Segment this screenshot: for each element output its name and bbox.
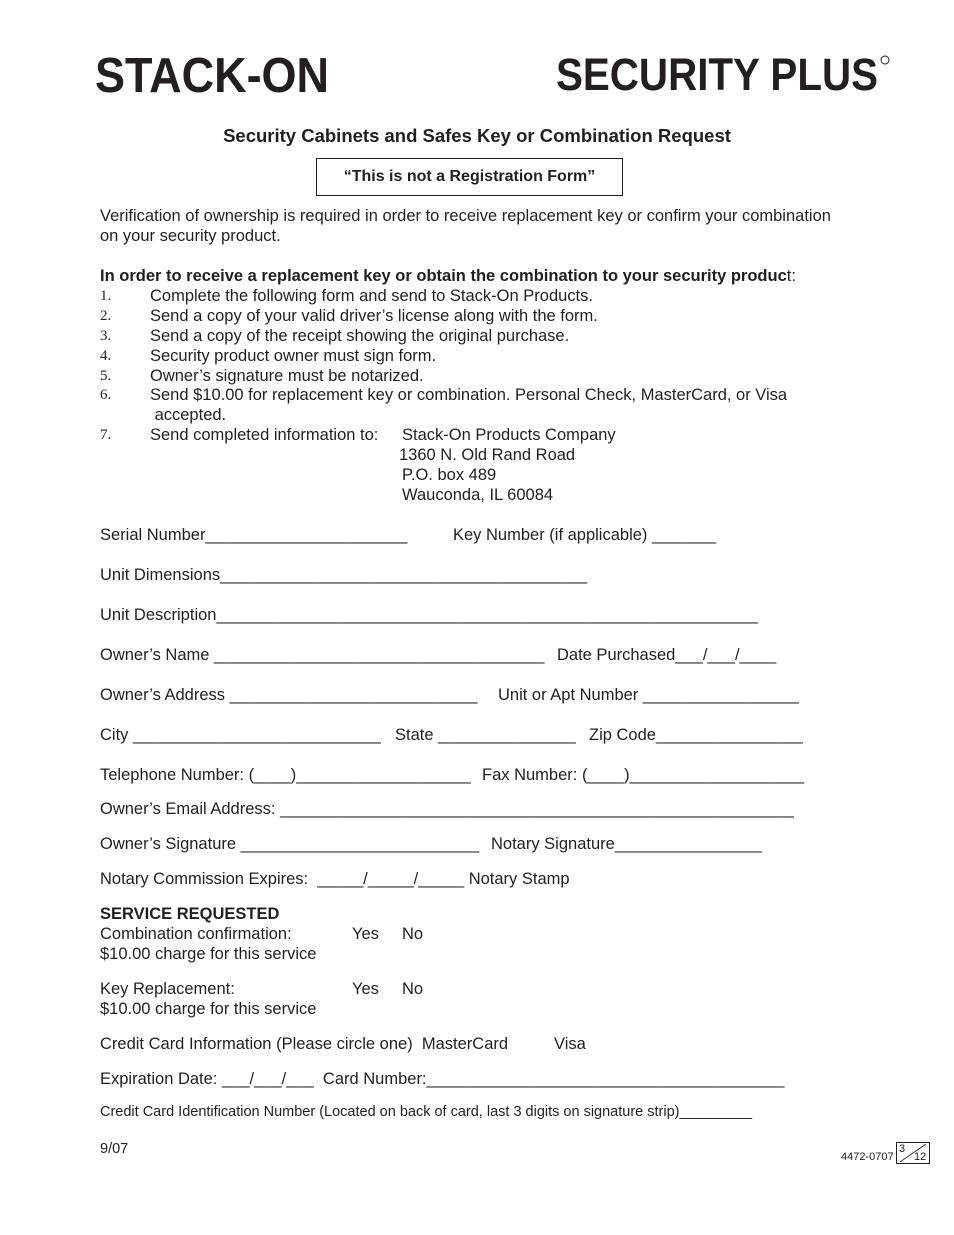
- step-text: Security product owner must sign form.: [150, 347, 437, 365]
- email-field[interactable]: Owner’s Email Address: ________________________________________________________: [100, 800, 794, 818]
- form-title: Security Cabinets and Safes Key or Combination Request: [223, 125, 731, 146]
- step-number: 2.: [100, 308, 112, 324]
- not-registration-notice: [316, 158, 623, 196]
- credit-card-info[interactable]: Credit Card Information (Please circle one) MasterCard: [100, 1035, 509, 1053]
- security-plus-logo: [547, 30, 892, 99]
- owner-address-field[interactable]: Owner’s Address ___________________________: [100, 686, 478, 704]
- address-line: P.O. box 489: [402, 466, 497, 484]
- owner-name-field[interactable]: Owner’s Name ____________________________________: [100, 646, 545, 664]
- step-text: Complete the following form and send to Stack-On Products.: [150, 287, 593, 305]
- step-number: 1.: [100, 288, 112, 304]
- apt-number-field[interactable]: Unit or Apt Number _________________: [498, 686, 799, 704]
- notary-commission-field[interactable]: Notary Commission Expires: _____/_____/_____ Notary Stamp: [100, 870, 570, 888]
- key-charge: $10.00 charge for this service: [100, 1000, 317, 1018]
- notary-signature-field[interactable]: Notary Signature________________: [491, 835, 762, 853]
- step-text: Send a copy of the receipt showing the original purchase.: [150, 327, 570, 345]
- address-line: Stack-On Products Company: [402, 426, 616, 444]
- key-replacement-label: Key Replacement:: [100, 980, 235, 998]
- step-text: Send completed information to:: [150, 426, 379, 444]
- stack-on-logo: [86, 30, 331, 101]
- instructions-heading: [100, 267, 796, 286]
- step-number: 6.: [100, 387, 112, 403]
- step-text: Send $10.00 for replacement key or combination. Personal Check, MasterCard, or Visa: [150, 386, 788, 404]
- unit-dimensions-field[interactable]: Unit Dimensions________________________________________: [100, 566, 588, 584]
- city-field[interactable]: City ___________________________: [100, 726, 381, 744]
- fraction-numerator: 3: [899, 1143, 906, 1155]
- notice-text: “This is not a Registration Form”: [343, 168, 596, 185]
- owner-signature-field[interactable]: Owner’s Signature __________________________: [100, 835, 480, 853]
- fax-field[interactable]: Fax Number: (____)___________________: [482, 766, 804, 784]
- date-purchased-field[interactable]: Date Purchased___/___/____: [557, 646, 777, 664]
- visa-option[interactable]: Visa: [554, 1035, 586, 1053]
- step-text: Send a copy of your valid driver’s license along with the form.: [150, 307, 598, 325]
- key-number-field[interactable]: Key Number (if applicable) _______: [453, 526, 717, 544]
- intro-line-1: Verification of ownership is required in order to receive replacement key or confirm your combination: [100, 207, 831, 225]
- registered-mark-icon: [881, 56, 889, 64]
- telephone-field[interactable]: Telephone Number: (____)___________________: [100, 766, 471, 784]
- combination-yes-option[interactable]: Yes: [352, 925, 379, 943]
- instructions-heading-bold: In order to receive a replacement key or obtain the combination to your security produc: [100, 267, 787, 285]
- step-text-continued: accepted.: [150, 406, 227, 424]
- expiration-card-number-field[interactable]: Expiration Date: ___/___/___ Card Number:_______________________________________: [100, 1070, 785, 1088]
- form-code: 4472-0707: [841, 1151, 894, 1163]
- step-text: Owner’s signature must be notarized.: [150, 367, 424, 385]
- combination-charge: $10.00 charge for this service: [100, 945, 317, 963]
- key-yes-option[interactable]: Yes: [352, 980, 379, 998]
- zip-code-field[interactable]: Zip Code________________: [589, 726, 803, 744]
- state-field[interactable]: State _______________: [395, 726, 576, 744]
- fraction-denominator: 12: [914, 1151, 927, 1163]
- combination-no-option[interactable]: No: [402, 925, 424, 943]
- address-line: Wauconda, IL 60084: [402, 486, 554, 504]
- step-number: 5.: [100, 368, 112, 384]
- combination-label: Combination confirmation:: [100, 925, 292, 943]
- stack-on-logo-text: STACK-ON: [94, 49, 329, 96]
- step-number: 7.: [100, 427, 112, 443]
- step-number: 4.: [100, 348, 112, 364]
- service-heading: SERVICE REQUESTED: [100, 905, 280, 923]
- serial-number-field[interactable]: Serial Number______________________: [100, 526, 408, 544]
- instructions-heading-tail: t:: [786, 267, 796, 285]
- unit-description-field[interactable]: Unit Description___________________________________________________________: [100, 606, 758, 624]
- step-number: 3.: [100, 328, 112, 344]
- address-line: 1360 N. Old Rand Road: [399, 446, 576, 464]
- security-plus-logo-text: SECURITY PLUS: [555, 49, 878, 94]
- intro-line-2: on your security product.: [100, 227, 281, 245]
- card-id-number-field[interactable]: Credit Card Identification Number (Located on back of card, last 3 digits on signature strip)_________: [100, 1104, 753, 1120]
- key-no-option[interactable]: No: [402, 980, 424, 998]
- page-fraction: [896, 1142, 930, 1164]
- revision-date: 9/07: [100, 1141, 129, 1157]
